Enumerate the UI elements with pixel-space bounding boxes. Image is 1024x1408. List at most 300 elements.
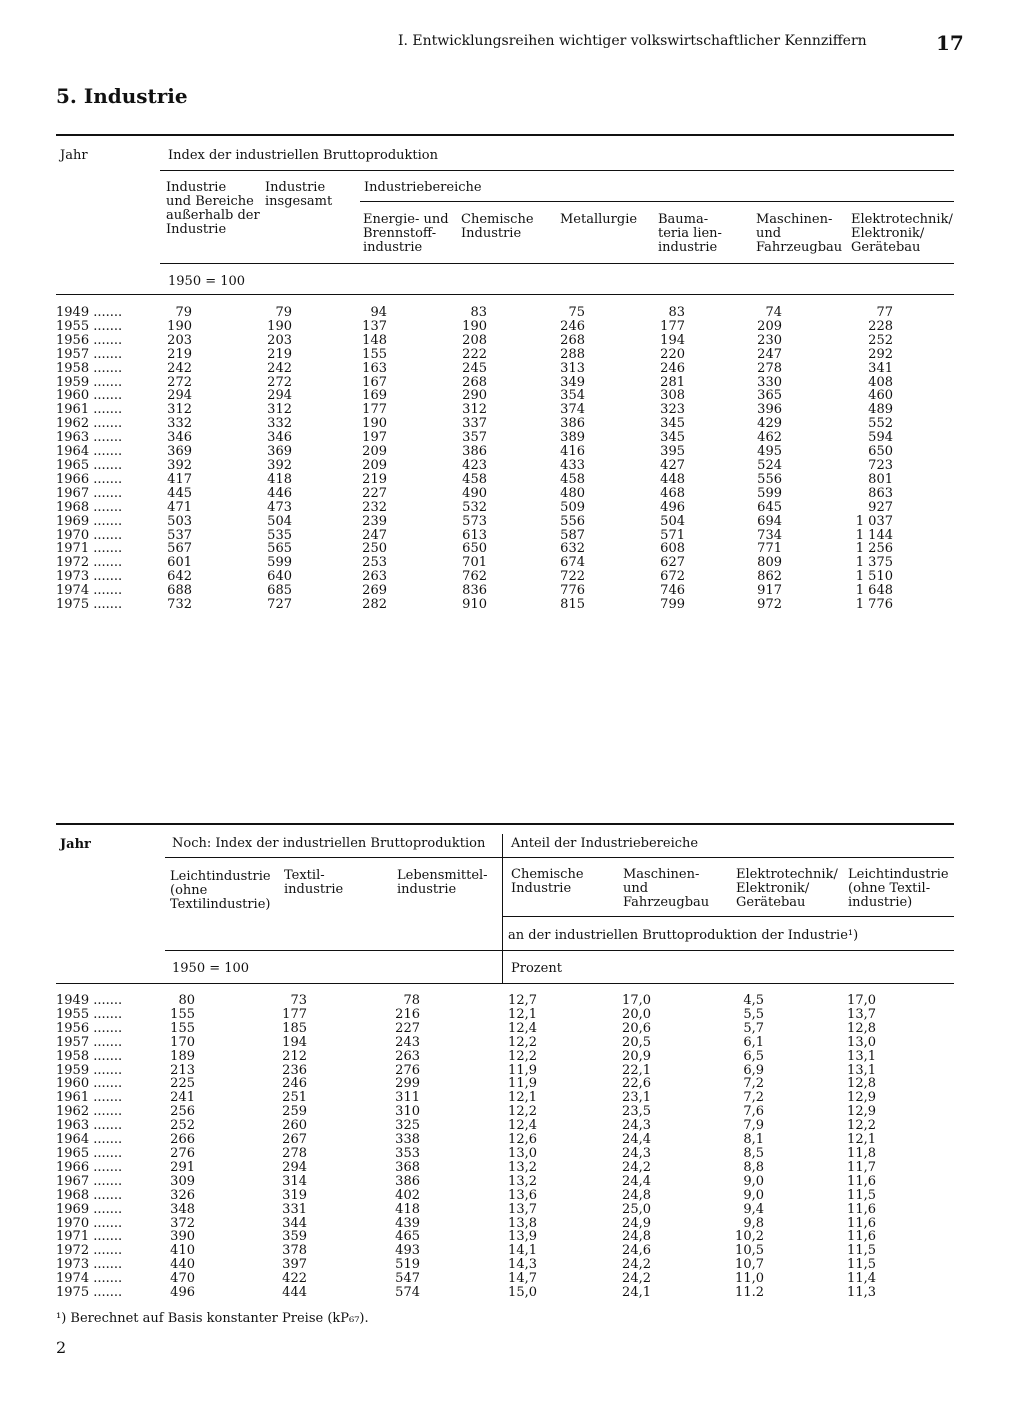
table-cell: 148	[362, 332, 387, 348]
table-cell: 727	[267, 597, 292, 613]
table-cell: 259	[282, 1104, 307, 1120]
table-cell: 250	[362, 541, 387, 557]
table1-years	[56, 306, 122, 612]
table-cell: 243	[395, 1034, 420, 1050]
table-cell: 220	[660, 346, 685, 362]
row-year-label: 1966 .......	[56, 1159, 123, 1175]
table2-col4-values	[495, 994, 537, 1300]
table2-years	[56, 994, 122, 1300]
table-cell: 263	[362, 569, 387, 585]
table-cell: 312	[267, 402, 292, 418]
table-cell: 239	[362, 513, 387, 529]
table-cell: 489	[868, 402, 893, 418]
table-cell: 365	[757, 388, 782, 404]
table-cell: 1 375	[855, 555, 893, 571]
table-cell: 8,1	[743, 1132, 764, 1148]
row-year-label: 1974 .......	[56, 1271, 123, 1287]
row-year-label: 1949 .......	[56, 993, 123, 1008]
table-cell: 291	[170, 1159, 195, 1175]
table-cell: 495	[757, 444, 782, 460]
table-cell: 801	[868, 471, 893, 487]
table-cell: 219	[362, 471, 387, 487]
table2-base-label: 1950 = 100	[172, 961, 250, 976]
table-cell: 7,9	[743, 1118, 764, 1134]
table-cell: 24,2	[622, 1271, 651, 1287]
table-cell: 392	[167, 457, 192, 473]
table-cell: 6,1	[743, 1034, 764, 1050]
table-cell: 294	[267, 388, 292, 404]
table-cell: 645	[757, 499, 782, 515]
table-cell: 12,2	[508, 1048, 537, 1064]
table-cell: 439	[395, 1215, 420, 1231]
table-cell: 11,8	[847, 1145, 876, 1161]
table-cell: 12,4	[508, 1020, 537, 1036]
table-cell: 390	[170, 1229, 195, 1245]
table-cell: 332	[267, 416, 292, 432]
table-cell: 266	[170, 1132, 195, 1148]
table1-col5-header: Metallurgie	[560, 212, 638, 227]
row-year-label: 1959 .......	[56, 1062, 123, 1078]
table-cell: 24,8	[622, 1187, 651, 1203]
table-cell: 12,8	[847, 1076, 876, 1092]
table-cell: 446	[267, 485, 292, 501]
table2-col2-values	[265, 994, 307, 1300]
table-cell: 462	[757, 430, 782, 446]
row-year-label: 1960 .......	[56, 1076, 123, 1092]
table-cell: 480	[560, 485, 585, 501]
table-cell: 185	[282, 1020, 307, 1036]
table-cell: 1 256	[855, 541, 893, 557]
table-cell: 397	[282, 1257, 307, 1273]
row-year-label: 1973 .......	[56, 569, 123, 585]
table1-col4-values	[445, 306, 487, 612]
row-year-label: 1961 .......	[56, 1090, 123, 1106]
table-cell: 732	[167, 597, 192, 613]
table2-col3-values	[378, 994, 420, 1300]
table-cell: 260	[282, 1118, 307, 1134]
row-year-label: 1965 .......	[56, 1145, 123, 1161]
table-cell: 227	[362, 485, 387, 501]
table-cell: 190	[362, 416, 387, 432]
table-cell: 10,7	[735, 1257, 764, 1273]
table-cell: 20,5	[622, 1034, 651, 1050]
table2-group-rule	[165, 857, 954, 858]
table-cell: 369	[267, 444, 292, 460]
table-cell: 496	[660, 499, 685, 515]
table-cell: 346	[167, 430, 192, 446]
table-cell: 465	[395, 1229, 420, 1245]
table-cell: 532	[462, 499, 487, 515]
table2-top-rule	[56, 823, 954, 825]
table-cell: 448	[660, 471, 685, 487]
table-cell: 299	[395, 1076, 420, 1092]
table-cell: 418	[267, 471, 292, 487]
table-cell: 79	[275, 305, 292, 320]
table-cell: 701	[462, 555, 487, 571]
table-cell: 332	[167, 416, 192, 432]
table1-base-rule-bottom	[56, 294, 954, 295]
row-year-label: 1968 .......	[56, 499, 123, 515]
table-cell: 13,1	[847, 1048, 876, 1064]
table-cell: 17,0	[847, 993, 876, 1008]
table-cell: 325	[395, 1118, 420, 1134]
table2-share-sub-label: an der industriellen Bruttoproduktion der Industrie¹)	[508, 928, 859, 943]
table-cell: 556	[757, 471, 782, 487]
table-cell: 762	[462, 569, 487, 585]
table-cell: 688	[167, 583, 192, 599]
table-cell: 294	[282, 1159, 307, 1175]
table-cell: 330	[757, 374, 782, 390]
row-year-label: 1973 .......	[56, 1257, 123, 1273]
table-cell: 613	[462, 527, 487, 543]
table2-col3-header: Lebensmittel- industrie	[397, 868, 488, 897]
table-cell: 6,9	[743, 1062, 764, 1078]
table-cell: 423	[462, 457, 487, 473]
table-cell: 640	[267, 569, 292, 585]
table-cell: 312	[462, 402, 487, 418]
row-year-label: 1962 .......	[56, 416, 123, 432]
table-cell: 418	[395, 1201, 420, 1217]
table-cell: 524	[757, 457, 782, 473]
table-cell: 5,7	[743, 1020, 764, 1036]
table-cell: 771	[757, 541, 782, 557]
table-cell: 4,5	[743, 993, 764, 1008]
table1-col2-header: Industrie insgesamt	[265, 180, 333, 209]
table-cell: 9,0	[743, 1173, 764, 1189]
table-cell: 194	[282, 1034, 307, 1050]
table-cell: 24,1	[622, 1285, 651, 1301]
table-cell: 11,3	[847, 1285, 876, 1301]
table-cell: 445	[167, 485, 192, 501]
table1-branches-rule	[360, 201, 954, 202]
table1-col3-values	[345, 306, 387, 612]
table-cell: 219	[267, 346, 292, 362]
table-cell: 155	[170, 1020, 195, 1036]
table-cell: 490	[462, 485, 487, 501]
table2-col1-values	[153, 994, 195, 1300]
table-cell: 746	[660, 583, 685, 599]
table-cell: 7,6	[743, 1104, 764, 1120]
table-cell: 308	[660, 388, 685, 404]
row-year-label: 1972 .......	[56, 555, 123, 571]
table-cell: 7,2	[743, 1090, 764, 1106]
table-cell: 269	[362, 583, 387, 599]
table-cell: 282	[362, 597, 387, 613]
table-cell: 272	[267, 374, 292, 390]
table-cell: 608	[660, 541, 685, 557]
table-cell: 190	[167, 318, 192, 334]
table-cell: 910	[462, 597, 487, 613]
table-cell: 503	[167, 513, 192, 529]
table-cell: 369	[167, 444, 192, 460]
table-cell: 13,2	[508, 1173, 537, 1189]
table-cell: 247	[757, 346, 782, 362]
table-cell: 12,4	[508, 1118, 537, 1134]
table-cell: 209	[757, 318, 782, 334]
table-cell: 24,9	[622, 1215, 651, 1231]
table-cell: 440	[170, 1257, 195, 1273]
table-cell: 20,0	[622, 1006, 651, 1022]
table-cell: 357	[462, 430, 487, 446]
table-cell: 326	[170, 1187, 195, 1203]
table1-group-label: Index der industriellen Bruttoproduktion	[168, 148, 438, 163]
table-cell: 319	[282, 1187, 307, 1203]
table-cell: 599	[757, 485, 782, 501]
table-cell: 348	[170, 1201, 195, 1217]
table-cell: 268	[462, 374, 487, 390]
table-cell: 862	[757, 569, 782, 585]
table-cell: 685	[267, 583, 292, 599]
table-cell: 155	[170, 1006, 195, 1022]
table-cell: 268	[560, 332, 585, 348]
table-cell: 203	[267, 332, 292, 348]
table-cell: 23,5	[622, 1104, 651, 1120]
table-cell: 242	[267, 360, 292, 376]
table-cell: 323	[660, 402, 685, 418]
table-cell: 7,2	[743, 1076, 764, 1092]
table-cell: 9,8	[743, 1215, 764, 1231]
table-cell: 177	[362, 402, 387, 418]
table-cell: 22,1	[622, 1062, 651, 1078]
table-cell: 247	[362, 527, 387, 543]
table1-col7-values	[740, 306, 782, 612]
row-year-label: 1959 .......	[56, 374, 123, 390]
table-cell: 331	[282, 1201, 307, 1217]
table-cell: 209	[362, 444, 387, 460]
table2-col7-values	[834, 994, 876, 1300]
table-cell: 535	[267, 527, 292, 543]
table1-base-rule-top	[160, 263, 954, 264]
page-number: 17	[936, 31, 964, 55]
row-year-label: 1961 .......	[56, 402, 123, 418]
row-year-label: 1957 .......	[56, 1034, 123, 1050]
table-cell: 11,9	[508, 1076, 537, 1092]
table-cell: 272	[167, 374, 192, 390]
table-cell: 83	[470, 305, 487, 320]
table-cell: 281	[660, 374, 685, 390]
table-cell: 378	[282, 1243, 307, 1259]
table-cell: 723	[868, 457, 893, 473]
table-cell: 587	[560, 527, 585, 543]
table-cell: 24,3	[622, 1145, 651, 1161]
table-cell: 246	[560, 318, 585, 334]
table-cell: 417	[167, 471, 192, 487]
row-year-label: 1967 .......	[56, 485, 123, 501]
table-cell: 809	[757, 555, 782, 571]
table-cell: 1 037	[855, 513, 893, 529]
table-cell: 24,4	[622, 1173, 651, 1189]
table-cell: 24,2	[622, 1257, 651, 1273]
table-cell: 1 648	[855, 583, 893, 599]
table-cell: 9,4	[743, 1201, 764, 1217]
table-cell: 79	[175, 305, 192, 320]
table-cell: 197	[362, 430, 387, 446]
table1-col7-header: Maschinen- und Fahrzeugbau	[756, 212, 843, 255]
row-year-label: 1956 .......	[56, 1020, 123, 1036]
table-cell: 493	[395, 1243, 420, 1259]
table-cell: 190	[267, 318, 292, 334]
table-cell: 734	[757, 527, 782, 543]
row-year-label: 1958 .......	[56, 1048, 123, 1064]
table-cell: 468	[660, 485, 685, 501]
table-cell: 209	[362, 457, 387, 473]
table-cell: 24,8	[622, 1229, 651, 1245]
table-cell: 12,9	[847, 1090, 876, 1106]
table-cell: 13,8	[508, 1215, 537, 1231]
table-cell: 227	[395, 1020, 420, 1036]
table-cell: 24,4	[622, 1132, 651, 1148]
table-cell: 386	[560, 416, 585, 432]
table-cell: 345	[660, 430, 685, 446]
row-year-label: 1958 .......	[56, 360, 123, 376]
table1-col4-header: Chemische Industrie	[461, 212, 534, 241]
row-year-label: 1969 .......	[56, 513, 123, 529]
row-year-label: 1966 .......	[56, 471, 123, 487]
row-year-label: 1955 .......	[56, 318, 123, 334]
table-cell: 11,9	[508, 1062, 537, 1078]
table-cell: 337	[462, 416, 487, 432]
table-cell: 203	[167, 332, 192, 348]
table-cell: 8,5	[743, 1145, 764, 1161]
table-cell: 278	[282, 1145, 307, 1161]
table1-year-label: Jahr	[60, 148, 88, 163]
table-cell: 177	[282, 1006, 307, 1022]
row-year-label: 1975 .......	[56, 1285, 123, 1301]
row-year-label: 1957 .......	[56, 346, 123, 362]
table-cell: 24,2	[622, 1159, 651, 1175]
table2-vertical-divider	[502, 834, 503, 984]
table-cell: 14,7	[508, 1271, 537, 1287]
table-cell: 395	[660, 444, 685, 460]
table-cell: 236	[282, 1062, 307, 1078]
table-cell: 312	[167, 402, 192, 418]
table-cell: 416	[560, 444, 585, 460]
table-cell: 12,2	[508, 1104, 537, 1120]
table-cell: 552	[868, 416, 893, 432]
row-year-label: 1969 .......	[56, 1201, 123, 1217]
table-cell: 374	[560, 402, 585, 418]
table1-group-rule	[160, 170, 954, 171]
table-cell: 169	[362, 388, 387, 404]
row-year-label: 1956 .......	[56, 332, 123, 348]
row-year-label: 1971 .......	[56, 1229, 123, 1245]
table-cell: 208	[462, 332, 487, 348]
table-cell: 292	[868, 346, 893, 362]
table-cell: 267	[282, 1132, 307, 1148]
row-year-label: 1964 .......	[56, 444, 123, 460]
table2-percent-label: Prozent	[511, 961, 562, 976]
table-cell: 155	[362, 346, 387, 362]
table-cell: 396	[757, 402, 782, 418]
table-cell: 509	[560, 499, 585, 515]
table-cell: 276	[395, 1062, 420, 1078]
table1-col8-values	[830, 306, 893, 612]
table-cell: 917	[757, 583, 782, 599]
table2-col1-header: Leichtindustrie (ohne Textilindustrie)	[170, 869, 271, 912]
table-cell: 601	[167, 555, 192, 571]
table-cell: 496	[170, 1285, 195, 1301]
row-year-label: 1971 .......	[56, 541, 123, 557]
table-cell: 24,3	[622, 1118, 651, 1134]
table-cell: 427	[660, 457, 685, 473]
table-cell: 12,1	[508, 1090, 537, 1106]
table-cell: 547	[395, 1271, 420, 1287]
table-cell: 13,0	[508, 1145, 537, 1161]
table-cell: 504	[267, 513, 292, 529]
table-cell: 627	[660, 555, 685, 571]
table2-col5-values	[609, 994, 651, 1300]
table2-year-label: Jahr	[60, 837, 91, 852]
table-cell: 433	[560, 457, 585, 473]
table-cell: 6,5	[743, 1048, 764, 1064]
table-cell: 386	[462, 444, 487, 460]
table-cell: 13,2	[508, 1159, 537, 1175]
table1-top-rule	[56, 134, 954, 136]
table2-base-rule-top	[165, 950, 954, 951]
table-cell: 344	[282, 1215, 307, 1231]
table-cell: 799	[660, 597, 685, 613]
table-cell: 232	[362, 499, 387, 515]
table-cell: 11,5	[847, 1187, 876, 1203]
table-cell: 349	[560, 374, 585, 390]
table-cell: 519	[395, 1257, 420, 1273]
row-year-label: 1963 .......	[56, 1118, 123, 1134]
table-cell: 75	[568, 305, 585, 320]
table-cell: 170	[170, 1034, 195, 1050]
row-year-label: 1970 .......	[56, 527, 123, 543]
table-cell: 263	[395, 1048, 420, 1064]
table-cell: 230	[757, 332, 782, 348]
table-cell: 222	[462, 346, 487, 362]
running-title: I. Entwicklungsreihen wichtiger volkswirtschaftlicher Kennziffern	[398, 33, 867, 49]
table-cell: 194	[660, 332, 685, 348]
table-cell: 341	[868, 360, 893, 376]
table-cell: 11,5	[847, 1243, 876, 1259]
table-cell: 77	[876, 305, 893, 320]
table-cell: 927	[868, 499, 893, 515]
table-cell: 167	[362, 374, 387, 390]
table-cell: 694	[757, 513, 782, 529]
table-cell: 471	[167, 499, 192, 515]
table-cell: 372	[170, 1215, 195, 1231]
table-cell: 11,4	[847, 1271, 876, 1287]
row-year-label: 1974 .......	[56, 583, 123, 599]
table-cell: 80	[178, 993, 195, 1008]
table-cell: 12,2	[508, 1034, 537, 1050]
table-cell: 556	[560, 513, 585, 529]
table2-col6-header: Elektrotechnik/ Elektronik/ Gerätebau	[736, 867, 838, 910]
table-cell: 12,1	[847, 1132, 876, 1148]
table-cell: 410	[170, 1243, 195, 1259]
table-cell: 276	[170, 1145, 195, 1161]
table2-col2-header: Textil- industrie	[284, 868, 344, 897]
table-cell: 17,0	[622, 993, 651, 1008]
table-cell: 313	[560, 360, 585, 376]
table-cell: 12,1	[508, 1006, 537, 1022]
table2-col7-header: Leichtindustrie (ohne Textil- industrie)	[848, 867, 949, 910]
table-cell: 10,2	[735, 1229, 764, 1245]
table-cell: 429	[757, 416, 782, 432]
table-cell: 9,0	[743, 1187, 764, 1203]
row-year-label: 1968 .......	[56, 1187, 123, 1203]
table2-base-rule-bottom	[56, 983, 954, 984]
table-cell: 288	[560, 346, 585, 362]
table-cell: 12,8	[847, 1020, 876, 1036]
table-cell: 368	[395, 1159, 420, 1175]
table-cell: 177	[660, 318, 685, 334]
table-cell: 23,1	[622, 1090, 651, 1106]
table-cell: 73	[290, 993, 307, 1008]
